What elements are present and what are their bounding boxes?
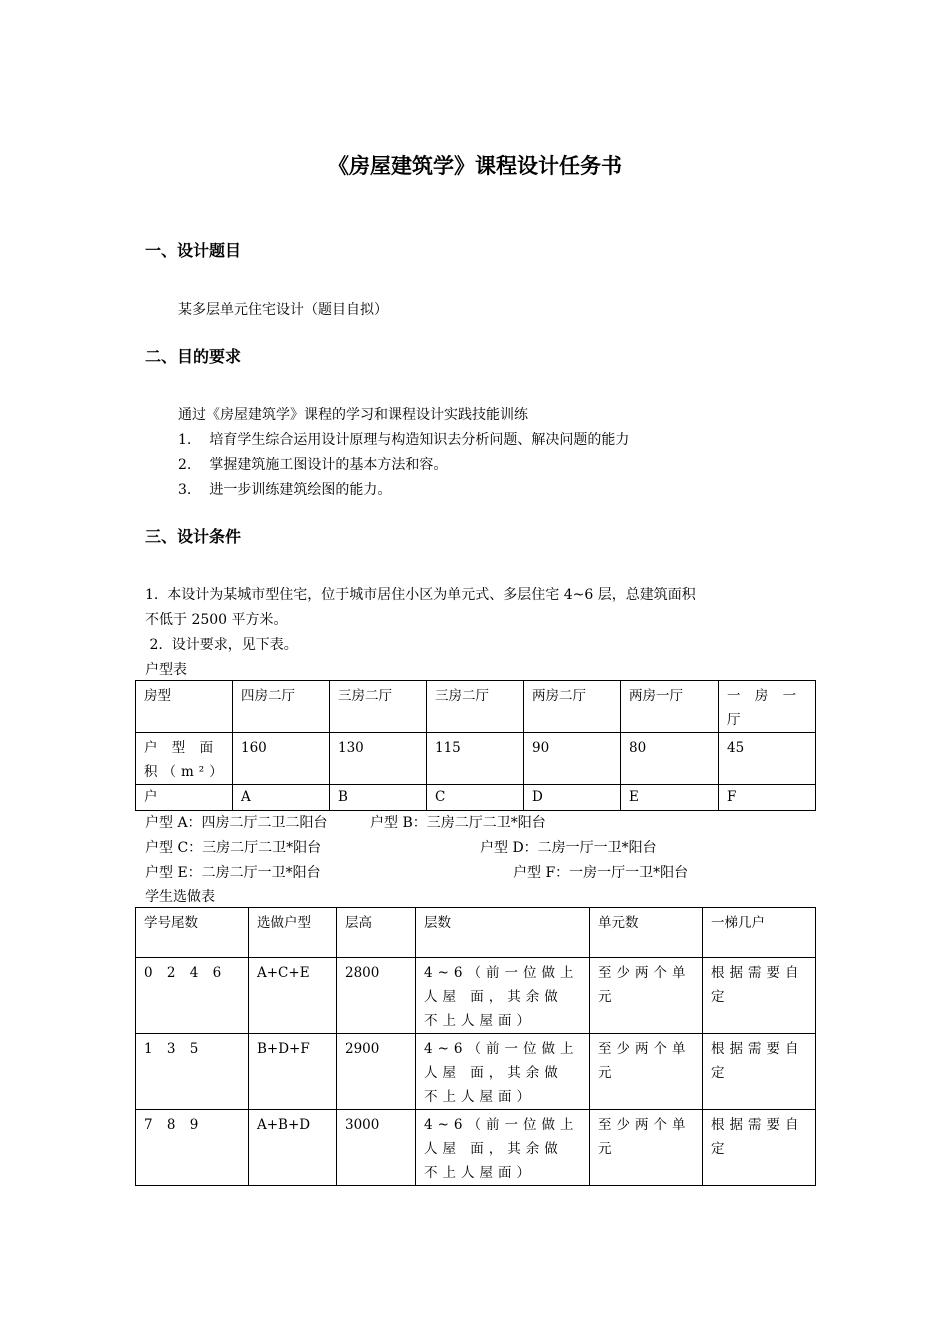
objective-number: 2. [178, 457, 192, 473]
table-cell: 房型 [136, 681, 233, 733]
unit-note-d: 户型 D：二房一厅一卫*阳台 [480, 840, 657, 856]
table-cell: F [719, 785, 816, 811]
table-cell: B [330, 785, 427, 811]
table-cell: 4~6（前一位做上人屋 面，其余做不上人屋面） [416, 1110, 590, 1186]
table-cell: A+B+D [249, 1110, 337, 1186]
table-row [136, 785, 816, 811]
conditions-paragraph-2: 2. 设计要求，见下表。 [145, 637, 298, 653]
table-cell: 一 房 一 厅 [719, 681, 816, 733]
objective-text: 培育学生综合运用设计原理与构造知识去分析问题、解决问题的能力 [209, 432, 630, 448]
table-cell: 7 8 9 [136, 1110, 249, 1186]
table-cell: 三房二厅 [330, 681, 427, 733]
table-cell: 至少两个单元 [590, 1034, 703, 1110]
table-cell: 2900 [337, 1034, 416, 1110]
document-title: 《房屋建筑学》课程设计任务书 [328, 154, 622, 178]
table-cell: 两房二厅 [524, 681, 621, 733]
unit-note-a: 户型 A：四房二厅二卫二阳台 [145, 815, 328, 831]
table-cell: 两房一厅 [621, 681, 719, 733]
unit-note-e: 户型 E：二房二厅一卫*阳台 [145, 865, 321, 881]
table-cell: 根据需要自定 [703, 958, 816, 1034]
objective-item [178, 429, 629, 449]
section-heading-design-topic: 一、设计题目 [145, 241, 242, 260]
objective-item [178, 479, 391, 499]
table-row [136, 1034, 816, 1110]
column-header: 选做户型 [249, 908, 337, 958]
unit-table-caption: 户型表 [145, 662, 187, 678]
table-cell: 根据需要自定 [703, 1034, 816, 1110]
objective-number: 3. [178, 482, 192, 498]
table-row [136, 958, 816, 1034]
table-cell: 0 2 4 6 [136, 958, 249, 1034]
design-topic-text: 某多层单元住宅设计（题目自拟） [178, 302, 388, 318]
table-cell: 1 3 5 [136, 1034, 249, 1110]
column-header: 一梯几户 [703, 908, 816, 958]
table-cell: 户 [136, 785, 233, 811]
table-cell: C [427, 785, 524, 811]
student-table-caption: 学生选做表 [145, 889, 215, 905]
table-cell: D [524, 785, 621, 811]
section-heading-objectives: 二、目的要求 [145, 347, 242, 366]
table-cell: 户 型 面 积（m²） [136, 733, 233, 785]
unit-note-b: 户型 B：三房二厅二卫*阳台 [370, 815, 546, 831]
table-cell: 130 [330, 733, 427, 785]
table-cell: 3000 [337, 1110, 416, 1186]
table-cell: 80 [621, 733, 719, 785]
table-cell: A [233, 785, 330, 811]
table-cell: 根据需要自定 [703, 1110, 816, 1186]
table-row [136, 681, 816, 733]
objective-text: 进一步训练建筑绘图的能力。 [209, 482, 392, 498]
column-header: 单元数 [590, 908, 703, 958]
student-selection-table [135, 907, 816, 1186]
table-cell: B+D+F [249, 1034, 337, 1110]
unit-note-c: 户型 C：三房二厅二卫*阳台 [145, 840, 322, 856]
table-row [136, 733, 816, 785]
table-cell: 四房二厅 [233, 681, 330, 733]
table-cell: 45 [719, 733, 816, 785]
table-cell: 4~6（前一位做上人屋 面，其余做不上人屋面） [416, 1034, 590, 1110]
objective-text: 掌握建筑施工图设计的基本方法和容。 [209, 457, 448, 473]
table-cell: 115 [427, 733, 524, 785]
objective-item [178, 454, 447, 474]
table-cell: 至少两个单元 [590, 958, 703, 1034]
table-cell: 至少两个单元 [590, 1110, 703, 1186]
table-cell: A+C+E [249, 958, 337, 1034]
table-header-row [136, 908, 816, 958]
table-cell: 2800 [337, 958, 416, 1034]
objective-number: 1. [178, 432, 192, 448]
table-cell: 160 [233, 733, 330, 785]
table-row [136, 1110, 816, 1186]
column-header: 层数 [416, 908, 590, 958]
table-cell: 4~6（前一位做上人屋 面，其余做不上人屋面） [416, 958, 590, 1034]
column-header: 层高 [337, 908, 416, 958]
objectives-intro: 通过《房屋建筑学》课程的学习和课程设计实践技能训练 [178, 407, 528, 423]
table-cell: E [621, 785, 719, 811]
section-heading-conditions: 三、设计条件 [145, 527, 242, 546]
unit-type-table [135, 680, 816, 811]
table-cell: 三房二厅 [427, 681, 524, 733]
conditions-paragraph-1-line-2: 不低于 2500 平方米。 [145, 612, 288, 628]
conditions-paragraph-1-line-1: 1. 本设计为某城市型住宅，位于城市居住小区为单元式、多层住宅 4~6 层，总建筑面积 [145, 587, 696, 603]
unit-note-f: 户型 F：一房一厅一卫*阳台 [513, 865, 689, 881]
table-cell: 90 [524, 733, 621, 785]
column-header: 学号尾数 [136, 908, 249, 958]
